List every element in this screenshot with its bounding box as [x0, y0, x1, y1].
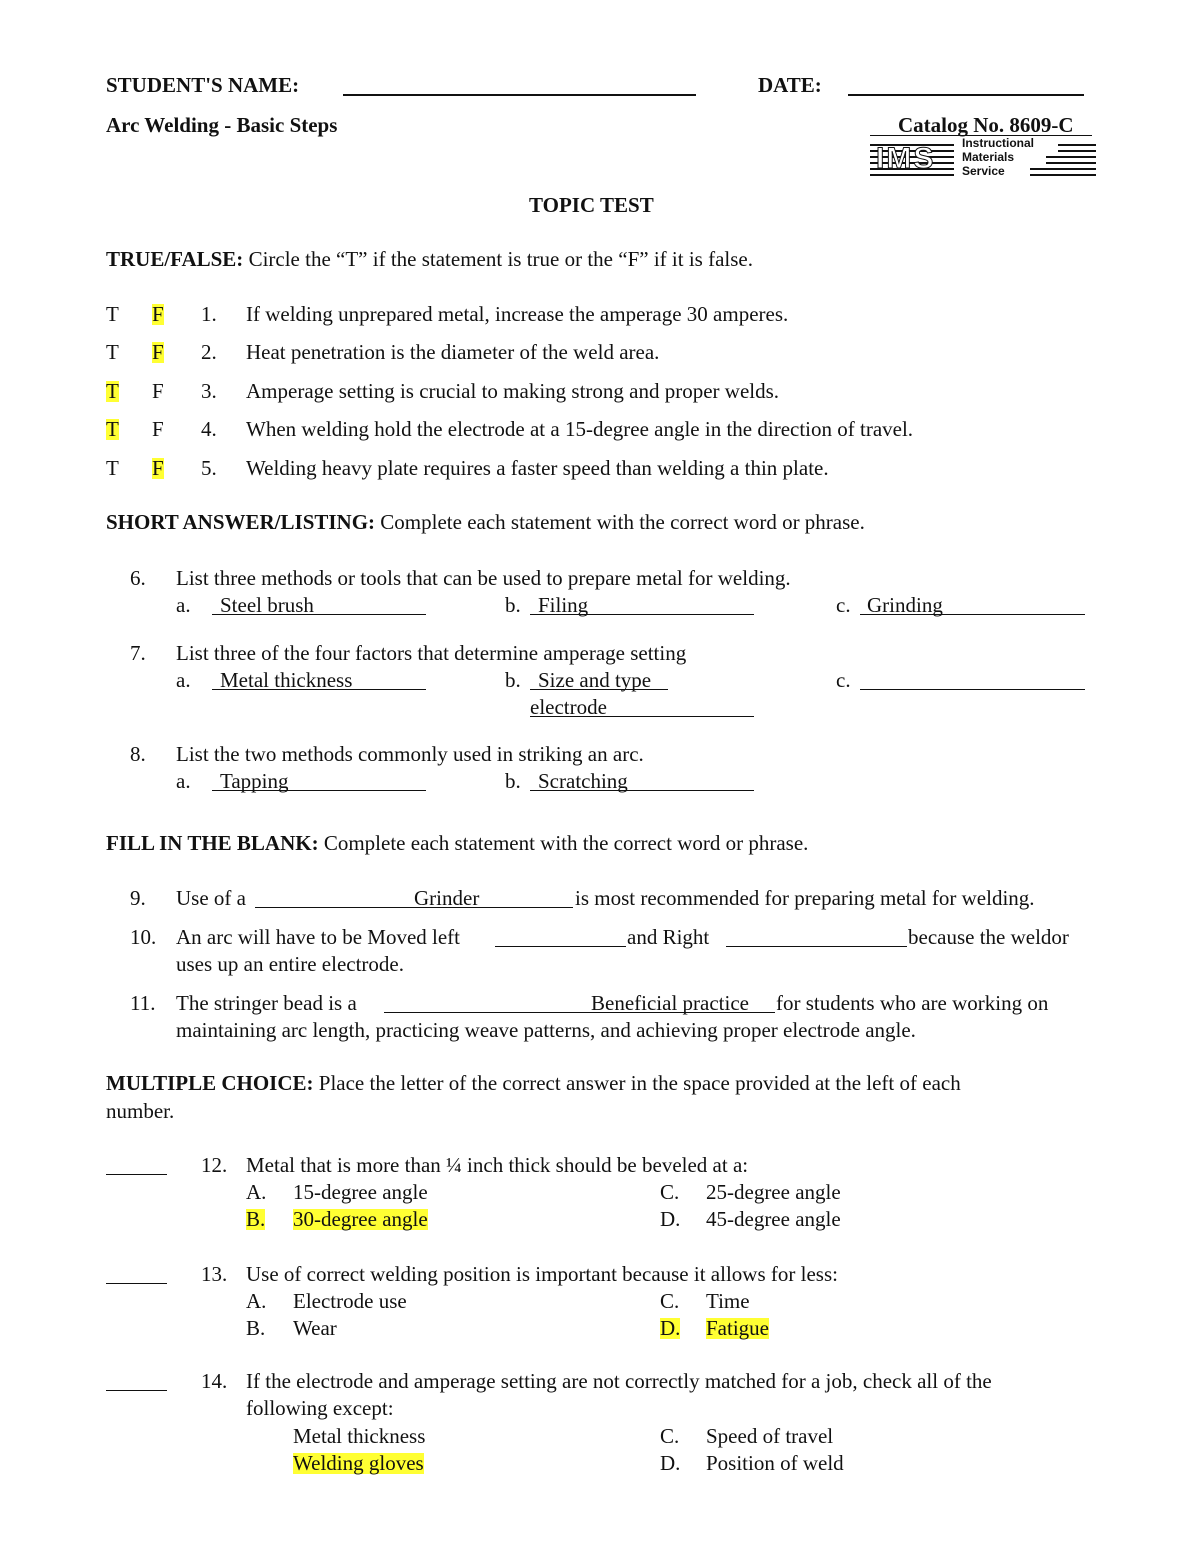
tf-1-number: 1.: [201, 302, 217, 326]
tf-5-text: Welding heavy plate requires a faster speed than welding a thin plate.: [246, 456, 829, 480]
student-name-field[interactable]: [343, 94, 696, 96]
q12-option-b[interactable]: 30-degree angle: [293, 1207, 428, 1231]
q10-blank-line1[interactable]: [495, 946, 626, 947]
multiple-choice-instructions-line2: number.: [106, 1099, 175, 1123]
q6-b-answer: Filing: [538, 593, 589, 617]
ims-logo-line2: Materials: [962, 150, 1015, 164]
q7-b-label: b.: [505, 668, 521, 692]
q10-post: because the weldor: [908, 925, 1069, 949]
q7-a-label: a.: [176, 668, 191, 692]
q11-line2: maintaining arc length, practicing weave patterns, and achieving proper electrode angle.: [176, 1018, 916, 1042]
q6-number: 6.: [130, 566, 146, 590]
date-field[interactable]: [848, 94, 1084, 96]
q7-number: 7.: [130, 641, 146, 665]
q12-option-d[interactable]: 45-degree angle: [706, 1207, 841, 1231]
q8-a-label: a.: [176, 769, 191, 793]
q9-answer: Grinder: [414, 886, 480, 910]
q7-a-answer: Metal thickness: [220, 668, 353, 692]
tf-3-t[interactable]: T: [106, 379, 119, 403]
q14-number: 14.: [201, 1369, 228, 1393]
q6-text: List three methods or tools that can be used to prepare metal for welding.: [176, 566, 791, 590]
tf-2-t[interactable]: T: [106, 340, 119, 364]
q14-option-c-letter: C.: [660, 1424, 680, 1448]
multiple-choice-instructions-text: Place the letter of the correct answer in the space provided at the left of each: [318, 1071, 961, 1095]
course-title: Arc Welding - Basic Steps: [106, 113, 338, 137]
q13-option-a-letter: A.: [246, 1289, 267, 1313]
tf-2-f[interactable]: F: [152, 340, 164, 364]
q6-c-label: c.: [836, 593, 851, 617]
q13-number: 13.: [201, 1262, 228, 1286]
q14-option-a[interactable]: Metal thickness: [293, 1424, 426, 1448]
catalog-number: Catalog No. 8609-C: [898, 113, 1074, 137]
q10-number: 10.: [130, 925, 157, 949]
student-name-label: STUDENT'S NAME:: [106, 73, 300, 97]
q7-b-answer-line1: Size and type: [538, 668, 652, 692]
tf-2-text: Heat penetration is the diameter of the weld area.: [246, 340, 660, 364]
true-false-instructions: [106, 249, 753, 270]
short-answer-heading: SHORT ANSWER/LISTING:: [106, 510, 376, 534]
q6-c-answer: Grinding: [867, 593, 943, 617]
q13-option-c-letter: C.: [660, 1289, 680, 1313]
q6-b-label: b.: [505, 593, 521, 617]
q9-post: is most recommended for preparing metal for welding.: [575, 886, 1035, 910]
q7-c-line[interactable]: [860, 689, 1085, 690]
test-title: TOPIC TEST: [529, 193, 654, 217]
q12-option-a-letter: A.: [246, 1180, 267, 1204]
q13-answer-blank[interactable]: [106, 1283, 167, 1284]
q10-line2: uses up an entire electrode.: [176, 952, 404, 976]
tf-1-f[interactable]: F: [152, 302, 164, 326]
tf-4-number: 4.: [201, 417, 217, 441]
ims-logo: [870, 138, 1096, 178]
fill-blank-instructions-text: Complete each statement with the correct word or phrase.: [323, 831, 809, 855]
tf-5-t[interactable]: T: [106, 456, 119, 480]
ims-logo-line3: Service: [962, 164, 1005, 178]
tf-4-text: When welding hold the electrode at a 15-degree angle in the direction of travel.: [246, 417, 914, 441]
tf-3-number: 3.: [201, 379, 217, 403]
q12-answer-blank[interactable]: [106, 1174, 167, 1175]
q12-option-a[interactable]: 15-degree angle: [293, 1180, 428, 1204]
date-label: DATE:: [758, 73, 822, 97]
tf-4-f[interactable]: F: [152, 417, 164, 441]
q12-option-b-letter: B.: [246, 1207, 266, 1231]
q14-option-b[interactable]: Welding gloves: [293, 1451, 424, 1475]
tf-3-f[interactable]: F: [152, 379, 164, 403]
tf-1-text: If welding unprepared metal, increase the amperage 30 amperes.: [246, 302, 789, 326]
tf-4-t[interactable]: T: [106, 417, 119, 441]
q8-a-answer: Tapping: [220, 769, 289, 793]
q11-pre: The stringer bead is a: [176, 991, 357, 1015]
ims-logo-line1: Instructional: [962, 136, 1035, 150]
q13-option-d[interactable]: Fatigue: [706, 1316, 769, 1340]
short-answer-instructions-text: Complete each statement with the correct word or phrase.: [380, 510, 865, 534]
q13-option-b-letter: B.: [246, 1316, 266, 1340]
q13-text: Use of correct welding position is important because it allows for less:: [246, 1262, 838, 1286]
q10-pre: An arc will have to be Moved left: [176, 925, 460, 949]
tf-2-number: 2.: [201, 340, 217, 364]
fill-blank-heading: FILL IN THE BLANK:: [106, 831, 319, 855]
q7-b-line2[interactable]: [530, 716, 754, 717]
q11-post: for students who are working on: [776, 991, 1049, 1015]
q8-text: List the two methods commonly used in striking an arc.: [176, 742, 644, 766]
q6-a-answer: Steel brush: [220, 593, 314, 617]
q9-number: 9.: [130, 886, 146, 910]
short-answer-instructions: [106, 512, 865, 533]
q9-pre: Use of a: [176, 886, 246, 910]
q12-number: 12.: [201, 1153, 228, 1177]
q13-option-b[interactable]: Wear: [293, 1316, 337, 1340]
q7-b-answer-line2: electrode: [530, 695, 607, 719]
q12-option-c[interactable]: 25-degree angle: [706, 1180, 841, 1204]
true-false-instructions-text: Circle the “T” if the statement is true or the “F” if it is false.: [248, 247, 753, 271]
q7-text: List three of the four factors that determine amperage setting: [176, 641, 687, 665]
q12-text: Metal that is more than ¼ inch thick should be beveled at a:: [246, 1153, 749, 1177]
fill-blank-instructions: [106, 833, 808, 854]
q11-answer: Beneficial practice: [591, 991, 749, 1015]
q13-option-c[interactable]: Time: [706, 1289, 750, 1313]
tf-5-number: 5.: [201, 456, 217, 480]
q10-mid: and Right: [627, 925, 710, 949]
q8-number: 8.: [130, 742, 146, 766]
q14-option-d[interactable]: Position of weld: [706, 1451, 844, 1475]
q8-b-answer: Scratching: [538, 769, 628, 793]
multiple-choice-instructions: [106, 1073, 961, 1094]
tf-1-t[interactable]: T: [106, 302, 119, 326]
q14-text-line1: If the electrode and amperage setting are not correctly matched for a job, check all of the: [246, 1369, 992, 1393]
tf-5-f[interactable]: F: [152, 456, 164, 480]
q7-b-line1[interactable]: [530, 689, 668, 690]
multiple-choice-heading: MULTIPLE CHOICE:: [106, 1071, 314, 1095]
q14-option-d-letter: D.: [660, 1451, 681, 1475]
q8-b-label: b.: [505, 769, 521, 793]
q14-answer-blank[interactable]: [106, 1390, 167, 1391]
q13-option-d-letter: D.: [660, 1316, 681, 1340]
q11-number: 11.: [130, 991, 156, 1015]
q14-option-c[interactable]: Speed of travel: [706, 1424, 834, 1448]
q6-a-label: a.: [176, 593, 191, 617]
true-false-heading: TRUE/FALSE:: [106, 247, 244, 271]
q12-option-d-letter: D.: [660, 1207, 681, 1231]
q7-c-label: c.: [836, 668, 851, 692]
tf-3-text: Amperage setting is crucial to making strong and proper welds.: [246, 379, 780, 403]
q13-option-a[interactable]: Electrode use: [293, 1289, 407, 1313]
q12-option-c-letter: C.: [660, 1180, 680, 1204]
q14-text-line2: following except:: [246, 1396, 394, 1420]
ims-logo-letters: IMS: [876, 142, 936, 175]
q10-blank-line2[interactable]: [726, 946, 907, 947]
